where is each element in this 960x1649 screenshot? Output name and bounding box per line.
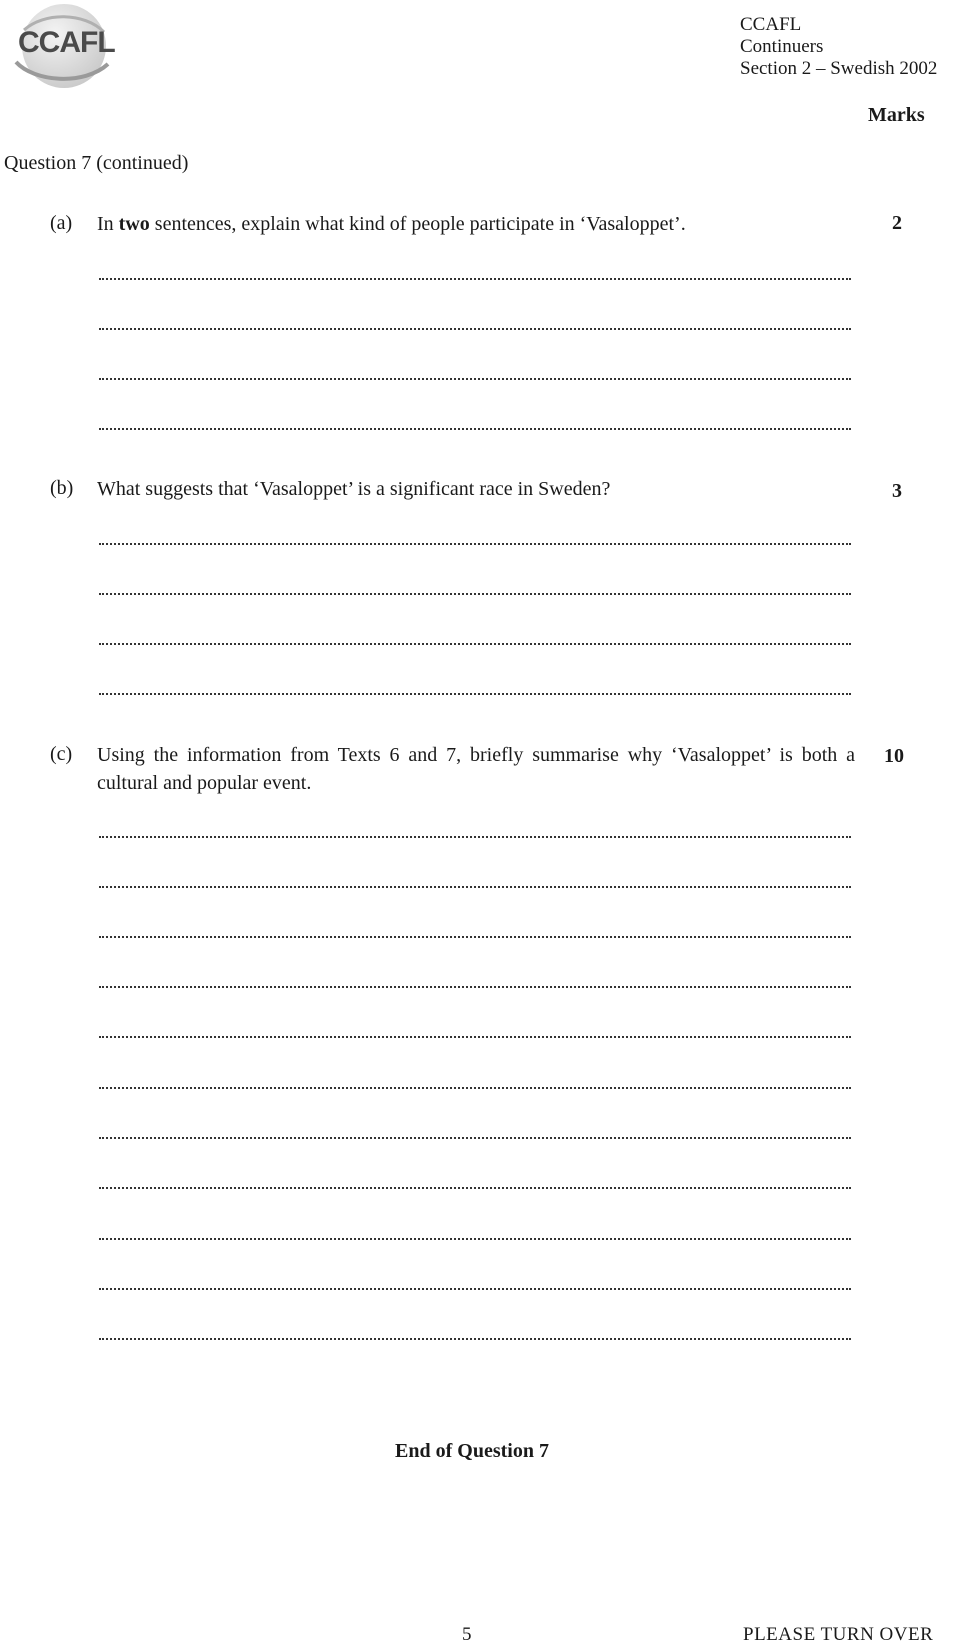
answer-line[interactable] <box>99 378 851 380</box>
answer-line[interactable] <box>99 936 851 938</box>
answer-line[interactable] <box>99 1338 851 1340</box>
answer-line[interactable] <box>99 543 851 545</box>
question-c-marks: 10 <box>884 745 904 767</box>
question-b-text: What suggests that ‘Vasaloppet’ is a significant race in Sweden? <box>97 478 611 500</box>
answer-line[interactable] <box>99 428 851 430</box>
question-c-text: Using the information from Texts 6 and 7, briefly summarise why ‘Vasaloppet’ is both a cultural and popular event. <box>97 744 855 794</box>
answer-line[interactable] <box>99 1288 851 1290</box>
header-line-2: Continuers <box>740 36 824 57</box>
header-line-1: CCAFL <box>740 14 802 35</box>
header-line-3: Section 2 – Swedish 2002 <box>740 58 938 79</box>
marks-heading: Marks <box>868 104 925 126</box>
answer-line[interactable] <box>99 1087 851 1089</box>
logo-text: CCAFL <box>18 26 115 59</box>
question-a-bold: two <box>118 213 150 235</box>
question-b-label: (b) <box>50 477 74 499</box>
question-a-text-end: sentences, explain what kind of people participate in ‘Vasaloppet’. <box>149 213 686 235</box>
question-a-marks: 2 <box>892 212 902 234</box>
answer-line[interactable] <box>99 1238 851 1240</box>
ccafl-logo <box>4 2 114 90</box>
answer-line[interactable] <box>99 836 851 838</box>
question-b-marks: 3 <box>892 480 902 502</box>
question-a-label: (a) <box>50 212 73 234</box>
answer-line[interactable] <box>99 693 851 695</box>
answer-line[interactable] <box>99 886 851 888</box>
end-of-question: End of Question 7 <box>395 1440 549 1462</box>
question-continued-label: Question 7 (continued) <box>4 152 189 174</box>
answer-line[interactable] <box>99 1036 851 1038</box>
answer-line[interactable] <box>99 986 851 988</box>
answer-line[interactable] <box>99 278 851 280</box>
question-a-text <box>97 210 855 238</box>
question-c-label: (c) <box>50 743 73 765</box>
answer-line[interactable] <box>99 328 851 330</box>
document-header <box>740 14 937 80</box>
please-turn-over: PLEASE TURN OVER <box>743 1624 934 1645</box>
answer-line[interactable] <box>99 643 851 645</box>
page-number: 5 <box>462 1624 472 1645</box>
answer-line[interactable] <box>99 593 851 595</box>
answer-line[interactable] <box>99 1187 851 1189</box>
question-a-text-start: In <box>97 213 119 235</box>
answer-line[interactable] <box>99 1137 851 1139</box>
